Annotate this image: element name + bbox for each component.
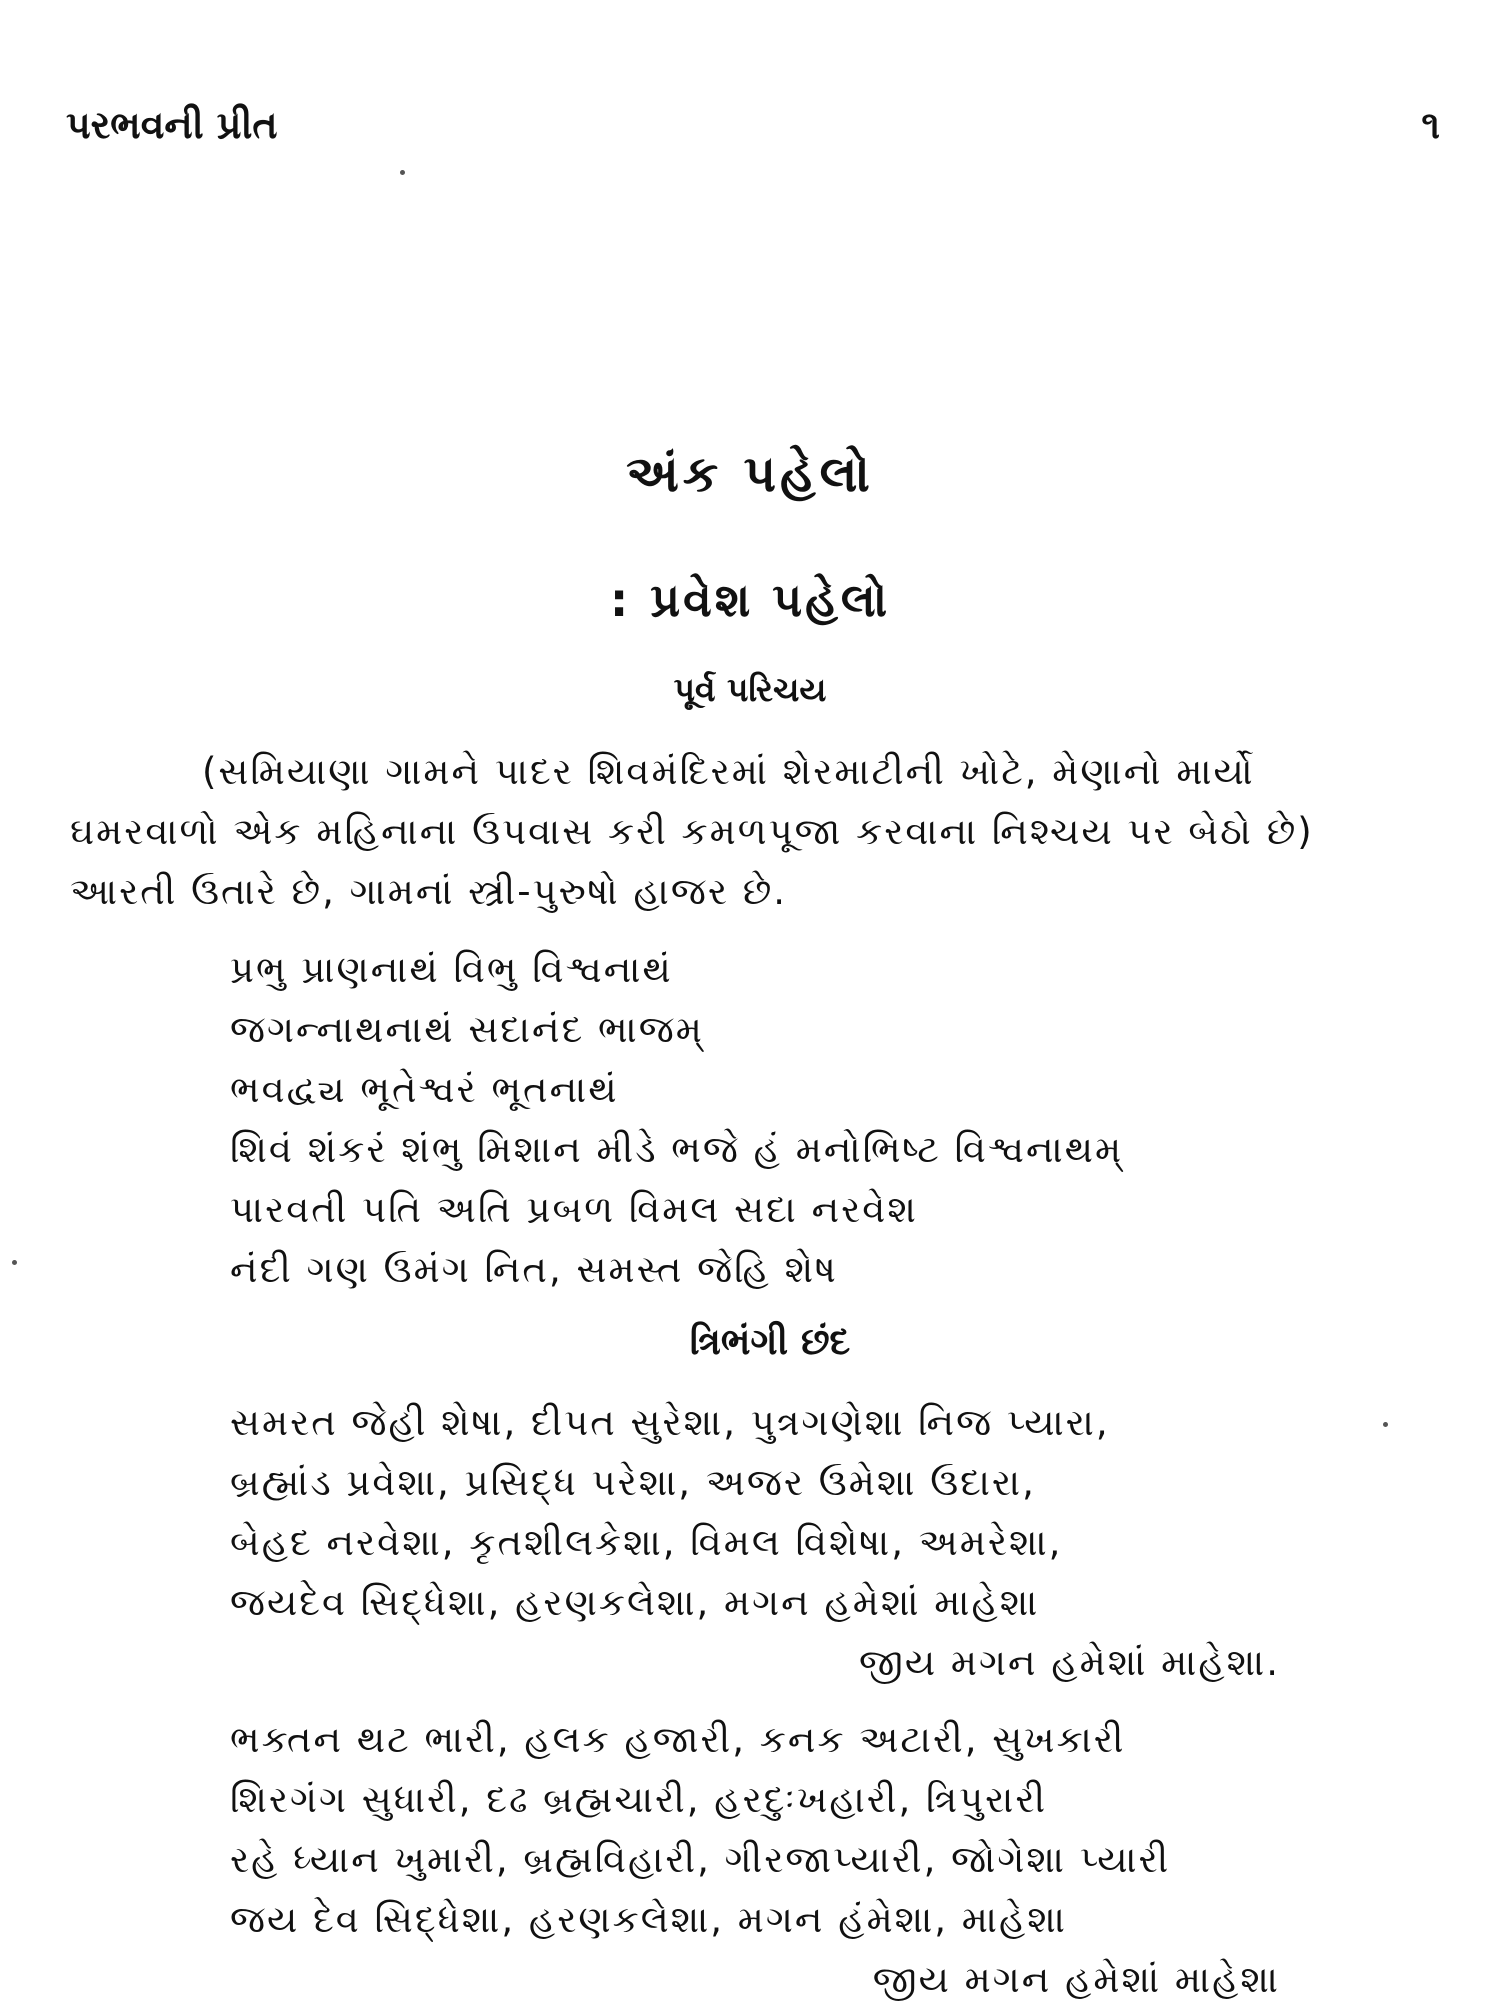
verse-line: જયદેવ સિદ્ધેશા, હરણકલેશા, મગન હમેશાં માહેશા xyxy=(230,1581,1040,1624)
scene-subtitle: પૂર્વ પરિચય xyxy=(673,670,827,709)
verse-line: નંદી ગણ ઉમંગ નિત, સમસ્ત જેહિ શેષ xyxy=(230,1248,838,1291)
stage-direction-line: ઘમરવાળો એક મહિનાના ઉપવાસ કરી કમળપૂજા કરવાના નિશ્ચય પર બેઠો છે) xyxy=(70,810,1314,853)
verse-line: શિરગંગ સુધારી, દઢ બ્રહ્મચારી, હરદુઃખહારી, ત્રિપુરારી xyxy=(230,1778,1048,1821)
refrain-line: જીય મગન હમેશાં માહેશા. xyxy=(858,1641,1280,1684)
refrain-line: જીય મગન હમેશાં માહેશા xyxy=(872,1958,1280,2001)
book-title: પરભવની પ્રીત xyxy=(66,102,278,147)
print-speck xyxy=(12,1260,17,1265)
stage-direction-line: (સમિયાણા ગામને પાદર શિવમંદિરમાં શેરમાટીની ખોટે, મેણાનો માર્યો xyxy=(202,750,1255,793)
verse-line: જય દેવ સિદ્ધેશા, હરણકલેશા, મગન હંમેશા, માહેશા xyxy=(230,1898,1067,1941)
verse-line: ભક્તન થટ ભારી, હલક હજારી, કનક અટારી, સુખકારી xyxy=(230,1718,1126,1761)
verse-line: જગન્નાથનાથં સદાનંદ ભાજમ્ xyxy=(230,1008,704,1051)
verse-line: બ્રહ્માંડ પ્રવેશા, પ્રસિદ્ધ પરેશા, અજર ઉમેશા ઉદારા, xyxy=(230,1461,1036,1504)
stage-direction xyxy=(70,742,1460,922)
scene-title: : પ્રવેશ પહેલો xyxy=(609,573,891,627)
verse-line: બેહદ નરવેશા, કૃતશીલકેશા, વિમલ વિશેષા, અમરેશા, xyxy=(230,1521,1063,1564)
act-title: અંક પહેલો xyxy=(626,445,874,503)
running-header xyxy=(66,100,1440,150)
tribhangi-stanza-2 xyxy=(230,1710,1280,2010)
print-speck xyxy=(1383,1422,1388,1427)
verse-line: સમરત જેહી શેષા, દીપત સુરેશા, પુત્રગણેશા નિજ પ્યારા, xyxy=(230,1401,1110,1444)
verse-line: રહે ધ્યાન ખુમારી, બ્રહ્મવિહારી, ગીરજાપ્યારી, જોગેશા પ્યારી xyxy=(230,1838,1171,1881)
chhand-heading: ત્રિભંગી છંદ xyxy=(689,1320,851,1363)
verse-line: પારવતી પતિ અતિ પ્રબળ વિમલ સદા નરવેશ xyxy=(230,1188,918,1231)
stage-direction-line: આરતી ઉતારે છે, ગામનાં સ્ત્રી-પુરુષો હાજર છે. xyxy=(70,870,788,913)
verse-line: શિવં શંકરં શંભુ મિશાન મીડે ભજે હં મનોભિષ્ટ વિશ્વનાથમ્ xyxy=(230,1128,1124,1171)
aarti-verse xyxy=(230,940,1310,1300)
verse-line: ભવદ્વ્ય ભૂતેશ્વરં ભૂતનાથં xyxy=(230,1068,619,1111)
page-number: ૧ xyxy=(1421,102,1440,147)
print-speck xyxy=(400,170,405,175)
verse-line: પ્રભુ પ્રાણનાથં વિભુ વિશ્વનાથં xyxy=(230,948,673,991)
tribhangi-stanza-1 xyxy=(230,1393,1280,1693)
